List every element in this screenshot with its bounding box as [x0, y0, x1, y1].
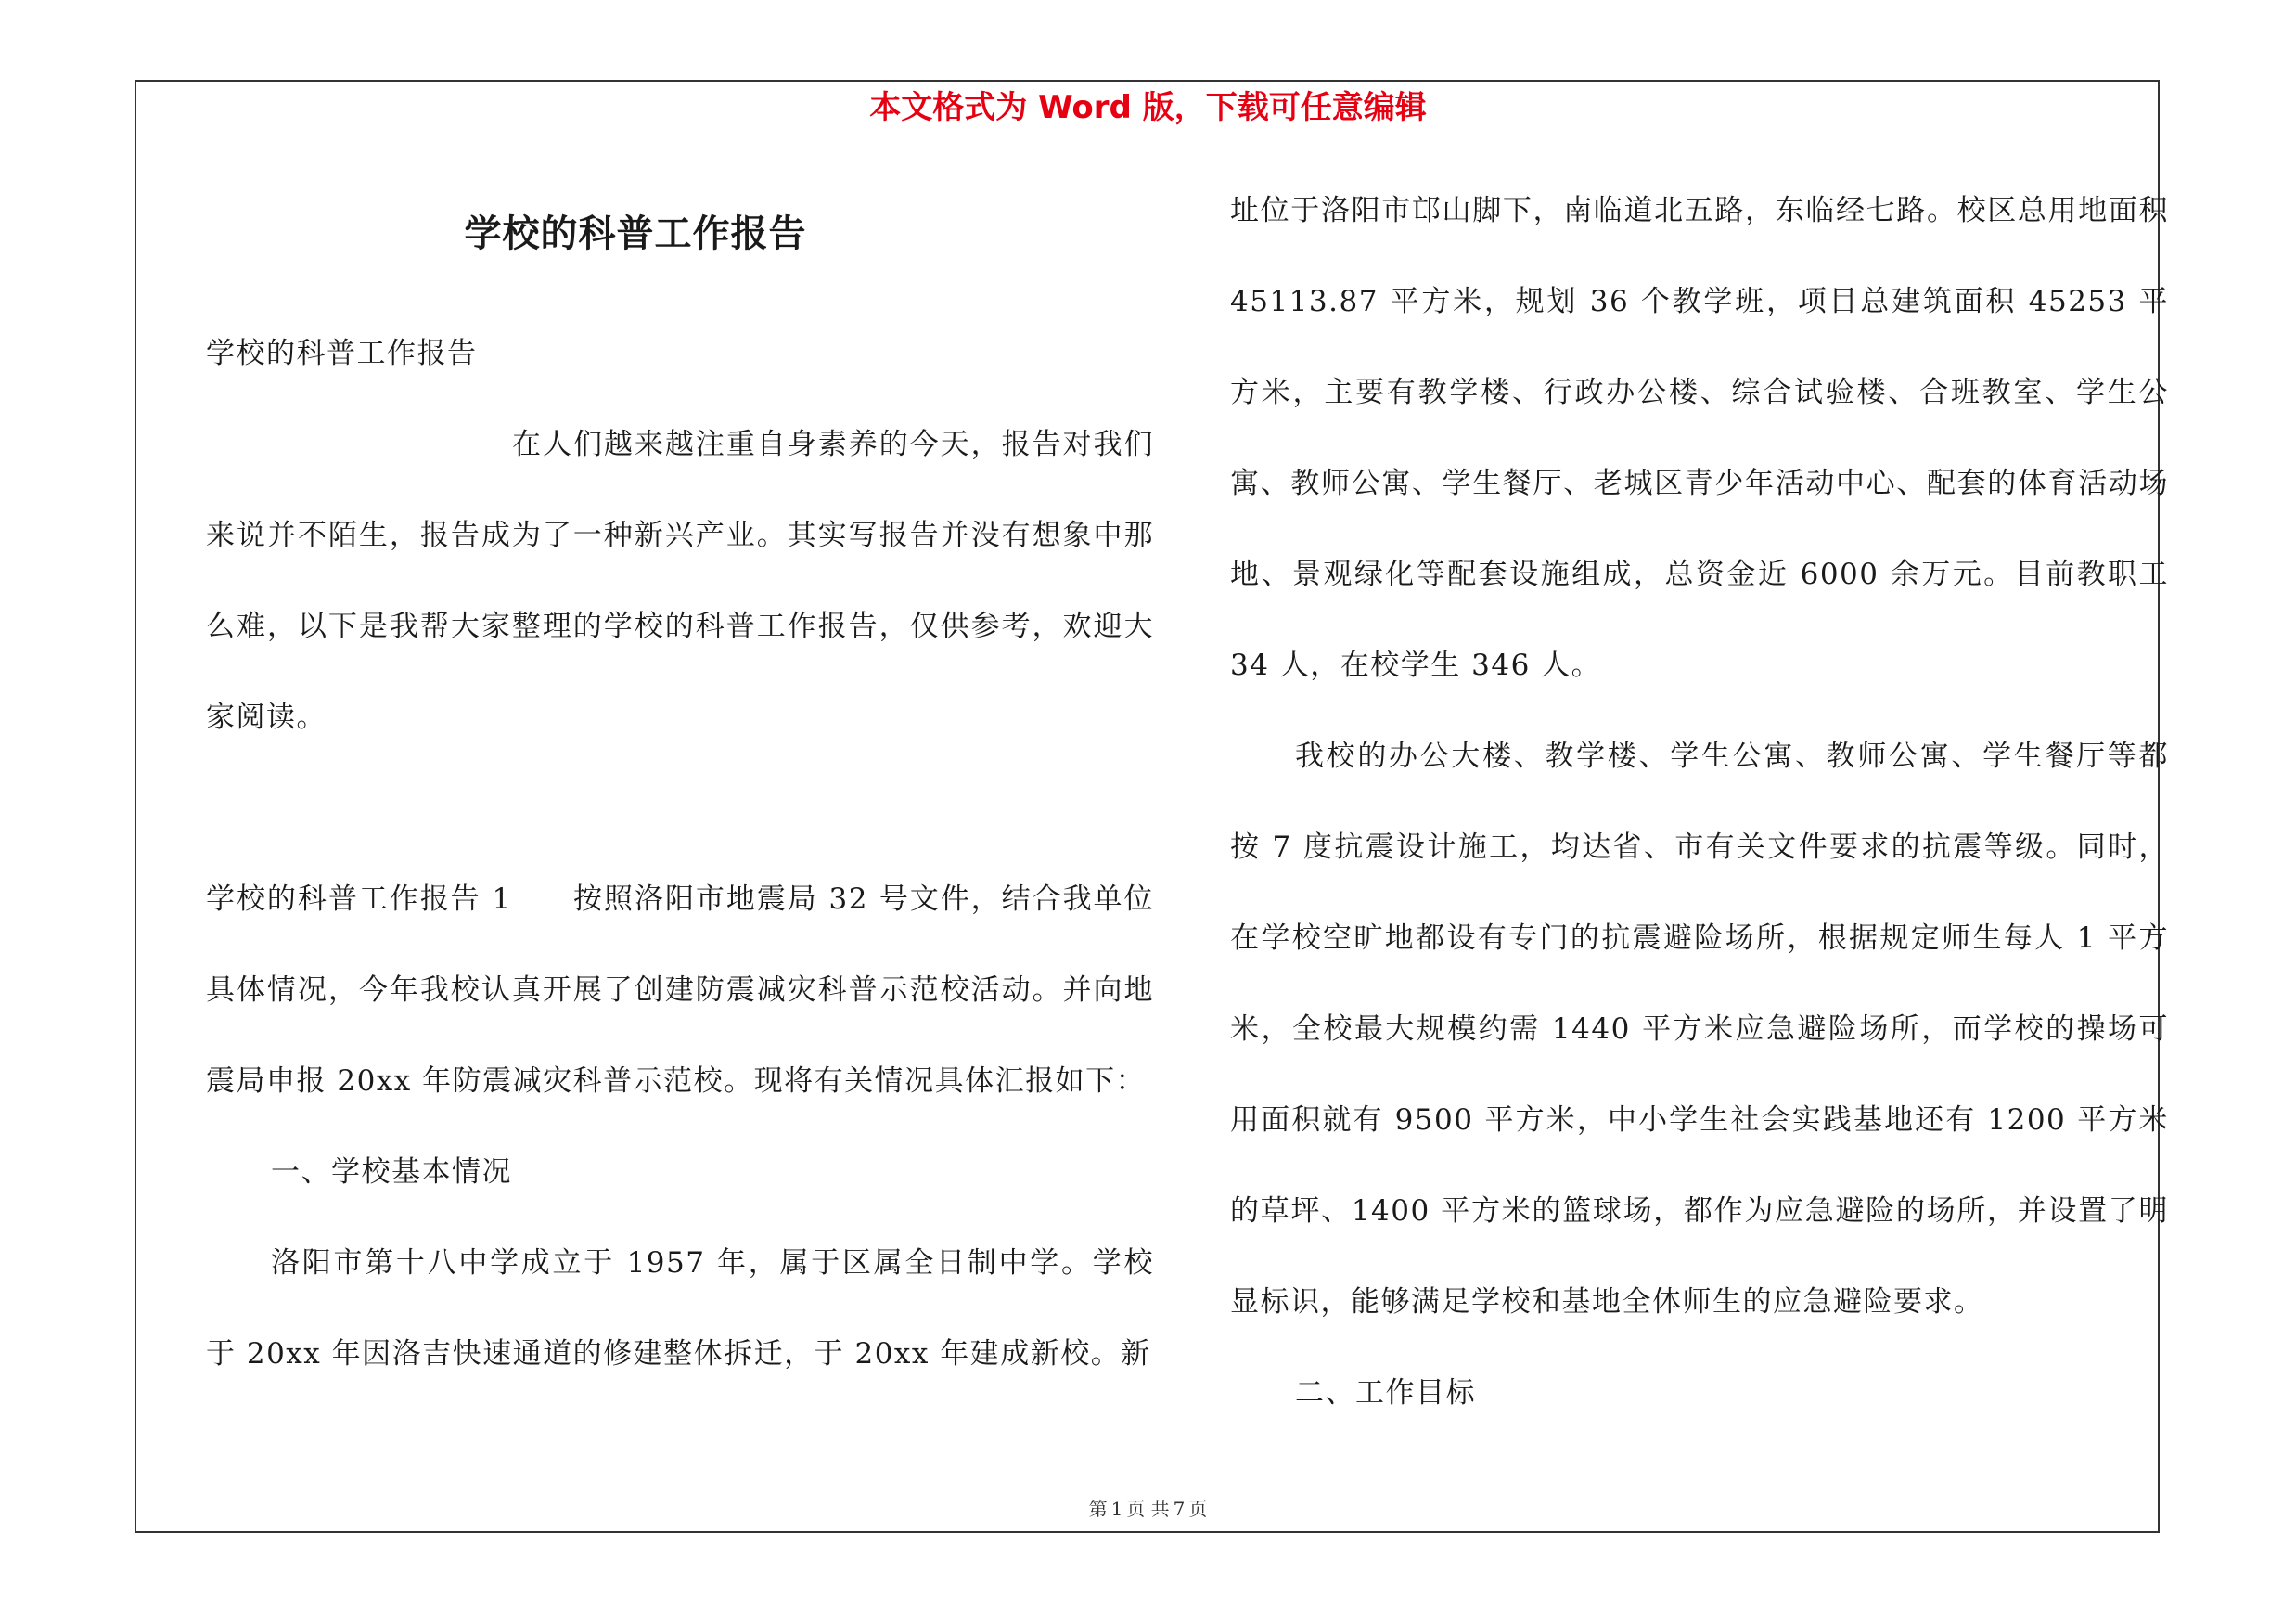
section-heading-1: 一、学校基本情况: [271, 1155, 512, 1189]
format-banner: 本文格式为 Word 版，下载可任意编辑: [869, 89, 1427, 126]
footer-suffix: 页: [1188, 1498, 1208, 1520]
report-1-paragraph: 学校的科普工作报告 1 按照洛阳市地震局 32 号文件，结合我单位具体情况，今年我校认真开展了创建防震减灾科普示范校活动。并向地震局申报 20xx 年防震减灾科普示范校。现将有关情况具体汇报如下：: [206, 882, 1154, 1098]
left-column: [206, 308, 1154, 1399]
blank-line: [206, 763, 1154, 854]
subtitle-paragraph: 学校的科普工作报告: [206, 337, 478, 370]
current-page-number: 1: [1110, 1498, 1123, 1520]
intro-paragraph: 在人们越来越注重自身素养的今天，报告对我们来说并不陌生，报告成为了一种新兴产业。其实写报告并没有想象中那么难，以下是我帮大家整理的学校的科普工作报告，仅供参考，欢迎大家阅读。: [206, 428, 1154, 734]
footer-mid: 页 共: [1126, 1498, 1170, 1520]
earthquake-safety-paragraph: 我校的办公大楼、教学楼、学生公寓、教师公寓、学生餐厅等都按 7 度抗震设计施工，均达省、市有关文件要求的抗震等级。同时，在学校空旷地都设有专门的抗震避险场所，根据规定师生每人 1 平方米，全校最大规模约需 1440 平方米应急避险场所，而学校的操场可用面积就有 9500 平方米，中小学生社会实践基地还有 1200 平方米的草坪、1400 平方米的篮球场，都作为应急避险的场所，并设置了明显标识，能够满足学校和基地全体师生的应急避险要求。: [1230, 740, 2169, 1319]
right-column: [1230, 165, 2169, 1438]
total-page-count: 7: [1173, 1498, 1186, 1520]
document-title: 学校的科普工作报告: [464, 212, 807, 255]
school-info-paragraph: 洛阳市第十八中学成立于 1957 年，属于区属全日制中学。学校于 20xx 年因洛吉快速通道的修建整体拆迁，于 20xx 年建成新校。新: [206, 1246, 1154, 1371]
footer-prefix: 第: [1088, 1498, 1108, 1520]
school-info-continued-paragraph: 址位于洛阳市邙山脚下，南临道北五路，东临经七路。校区总用地面积 45113.87 平方米，规划 36 个教学班，项目总建筑面积 45253 平方米，主要有教学楼、行政办公楼、综合试验楼、合班教室、学生公寓、教师公寓、学生餐厅、老城区青少年活动中心、配套的体育活动场地、景观绿化等配套设施组成，总资金近 6000 余万元。目前教职工 34 人，在校学生 346 人。: [1230, 194, 2169, 682]
section-heading-2: 二、工作目标: [1295, 1376, 1476, 1410]
page-number-footer: [0, 1496, 2296, 1522]
